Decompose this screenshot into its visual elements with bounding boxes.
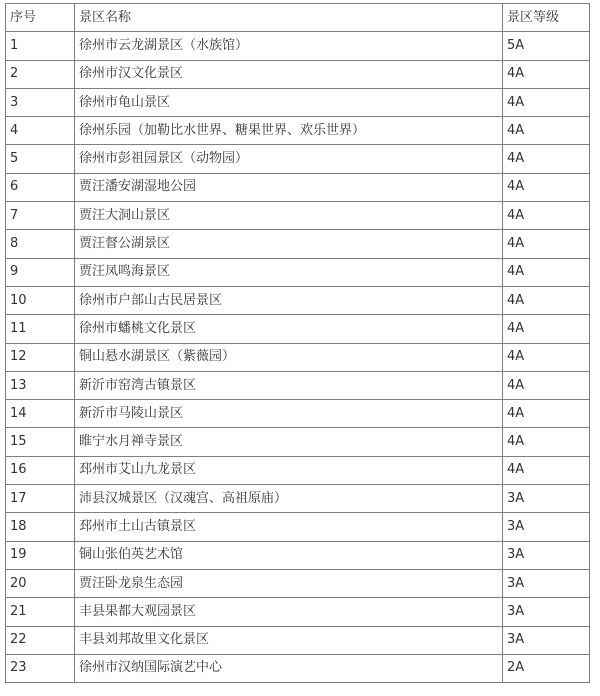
table-row	[6, 286, 590, 314]
cell-grade: 4A	[503, 173, 590, 201]
table-row	[6, 230, 590, 258]
cell-scenic-name: 徐州市汉文化景区	[75, 60, 503, 88]
cell-scenic-name: 徐州市蟠桃文化景区	[75, 315, 503, 343]
cell-scenic-name: 丰县果都大观园景区	[75, 598, 503, 626]
cell-grade: 4A	[503, 202, 590, 230]
cell-index: 13	[6, 371, 75, 399]
cell-scenic-name: 铜山悬水湖景区（紫薇园）	[75, 343, 503, 371]
cell-scenic-name: 新沂市窑湾古镇景区	[75, 371, 503, 399]
cell-grade: 3A	[503, 598, 590, 626]
table-row	[6, 626, 590, 654]
cell-grade: 3A	[503, 513, 590, 541]
cell-index: 11	[6, 315, 75, 343]
table-row	[6, 598, 590, 626]
table-body	[6, 32, 590, 683]
cell-grade: 4A	[503, 117, 590, 145]
cell-grade: 4A	[503, 400, 590, 428]
cell-grade: 5A	[503, 32, 590, 60]
cell-grade: 4A	[503, 428, 590, 456]
table-row	[6, 485, 590, 513]
table-row	[6, 400, 590, 428]
cell-scenic-name: 徐州市彭祖园景区（动物园）	[75, 145, 503, 173]
cell-scenic-name: 铜山张伯英艺术馆	[75, 541, 503, 569]
cell-scenic-name: 徐州乐园（加勒比水世界、糖果世界、欢乐世界）	[75, 117, 503, 145]
cell-scenic-name: 徐州市云龙湖景区（水族馆）	[75, 32, 503, 60]
cell-index: 2	[6, 60, 75, 88]
cell-index: 14	[6, 400, 75, 428]
cell-index: 21	[6, 598, 75, 626]
header-scenic-name: 景区名称	[75, 4, 503, 32]
table-row	[6, 569, 590, 597]
cell-grade: 3A	[503, 569, 590, 597]
cell-grade: 4A	[503, 456, 590, 484]
table-row	[6, 428, 590, 456]
table-row	[6, 32, 590, 60]
table-row	[6, 315, 590, 343]
table-row	[6, 60, 590, 88]
cell-scenic-name: 贾汪卧龙泉生态园	[75, 569, 503, 597]
cell-index: 7	[6, 202, 75, 230]
table-row	[6, 88, 590, 116]
cell-index: 16	[6, 456, 75, 484]
table-row	[6, 654, 590, 682]
cell-grade: 4A	[503, 145, 590, 173]
table-row	[6, 173, 590, 201]
cell-index: 20	[6, 569, 75, 597]
cell-grade: 3A	[503, 626, 590, 654]
cell-scenic-name: 新沂市马陵山景区	[75, 400, 503, 428]
cell-index: 17	[6, 485, 75, 513]
cell-index: 12	[6, 343, 75, 371]
cell-grade: 4A	[503, 286, 590, 314]
cell-index: 3	[6, 88, 75, 116]
cell-index: 18	[6, 513, 75, 541]
cell-grade: 4A	[503, 343, 590, 371]
cell-scenic-name: 徐州市龟山景区	[75, 88, 503, 116]
cell-grade: 4A	[503, 88, 590, 116]
cell-index: 1	[6, 32, 75, 60]
cell-grade: 4A	[503, 60, 590, 88]
cell-scenic-name: 丰县刘邦故里文化景区	[75, 626, 503, 654]
cell-scenic-name: 贾汪督公湖景区	[75, 230, 503, 258]
table-row	[6, 513, 590, 541]
cell-scenic-name: 贾汪凤鸣海景区	[75, 258, 503, 286]
cell-scenic-name: 邳州市土山古镇景区	[75, 513, 503, 541]
scenic-area-table	[5, 3, 590, 683]
cell-scenic-name: 贾汪大洞山景区	[75, 202, 503, 230]
table-row	[6, 258, 590, 286]
table-row	[6, 145, 590, 173]
cell-grade: 4A	[503, 315, 590, 343]
header-grade: 景区等级	[503, 4, 590, 32]
cell-scenic-name: 徐州市户部山古民居景区	[75, 286, 503, 314]
cell-grade: 3A	[503, 541, 590, 569]
table-row	[6, 117, 590, 145]
cell-index: 8	[6, 230, 75, 258]
cell-scenic-name: 睢宁水月禅寺景区	[75, 428, 503, 456]
table-row	[6, 202, 590, 230]
cell-index: 10	[6, 286, 75, 314]
cell-index: 6	[6, 173, 75, 201]
header-row	[6, 4, 590, 32]
cell-scenic-name: 邳州市艾山九龙景区	[75, 456, 503, 484]
cell-index: 19	[6, 541, 75, 569]
cell-index: 4	[6, 117, 75, 145]
cell-scenic-name: 徐州市汉纳国际演艺中心	[75, 654, 503, 682]
cell-index: 15	[6, 428, 75, 456]
table-row	[6, 343, 590, 371]
cell-grade: 4A	[503, 371, 590, 399]
header-index: 序号	[6, 4, 75, 32]
cell-index: 23	[6, 654, 75, 682]
cell-grade: 4A	[503, 258, 590, 286]
cell-index: 9	[6, 258, 75, 286]
cell-grade: 3A	[503, 485, 590, 513]
cell-scenic-name: 沛县汉城景区（汉魂宫、高祖原庙）	[75, 485, 503, 513]
table-row	[6, 371, 590, 399]
cell-grade: 4A	[503, 230, 590, 258]
table-row	[6, 541, 590, 569]
cell-grade: 2A	[503, 654, 590, 682]
cell-index: 5	[6, 145, 75, 173]
cell-scenic-name: 贾汪潘安湖湿地公园	[75, 173, 503, 201]
table-row	[6, 456, 590, 484]
cell-index: 22	[6, 626, 75, 654]
